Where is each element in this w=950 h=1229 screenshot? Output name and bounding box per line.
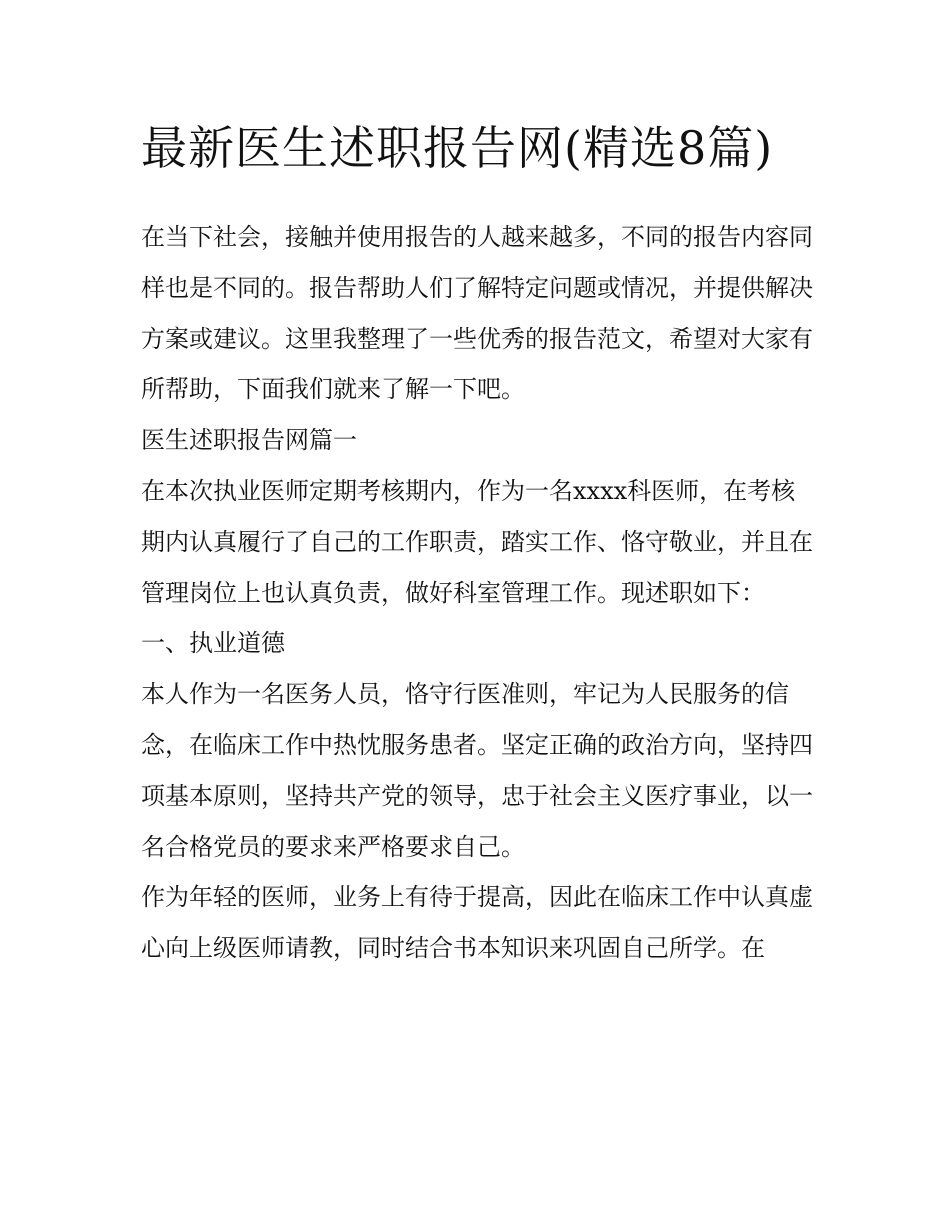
section-heading-part-one: 医生述职报告网篇一 — [141, 426, 357, 455]
intro-paragraph: 在当下社会，接触并使用报告的人越来越多，不同的报告内容同样也是不同的。报告帮助人们了解特定问题或情况，并提供解决方案或建议。这里我整理了一些优秀的报告范文，希望对大家有所帮助，下面我们就来了解一下吧。 — [141, 223, 813, 404]
body-paragraph: 本人作为一名医务人员，恪守行医准则，牢记为人民服务的信念，在临床工作中热忱服务患者。坚定正确的政治方向，坚持四项基本原则，坚持共产党的领导，忠于社会主义医疗事业，以一名合格党员的要求来严格要求自己。 — [141, 680, 813, 861]
section-heading-ethics: 一、执业道德 — [141, 629, 285, 658]
document-body — [141, 112, 817, 974]
body-paragraph: 在本次执业医师定期考核期内，作为一名xxxx科医师，在考核期内认真履行了自己的工作职责，踏实工作、恪守敬业，并且在管理岗位上也认真负责，做好科室管理工作。现述职如下： — [141, 476, 813, 607]
document-title: 最新医生述职报告网(精选8篇) — [141, 121, 774, 175]
body-paragraph: 作为年轻的医师，业务上有待于提高，因此在临床工作中认真虚心向上级医师请教，同时结合书本知识来巩固自己所学。在 — [141, 883, 813, 963]
